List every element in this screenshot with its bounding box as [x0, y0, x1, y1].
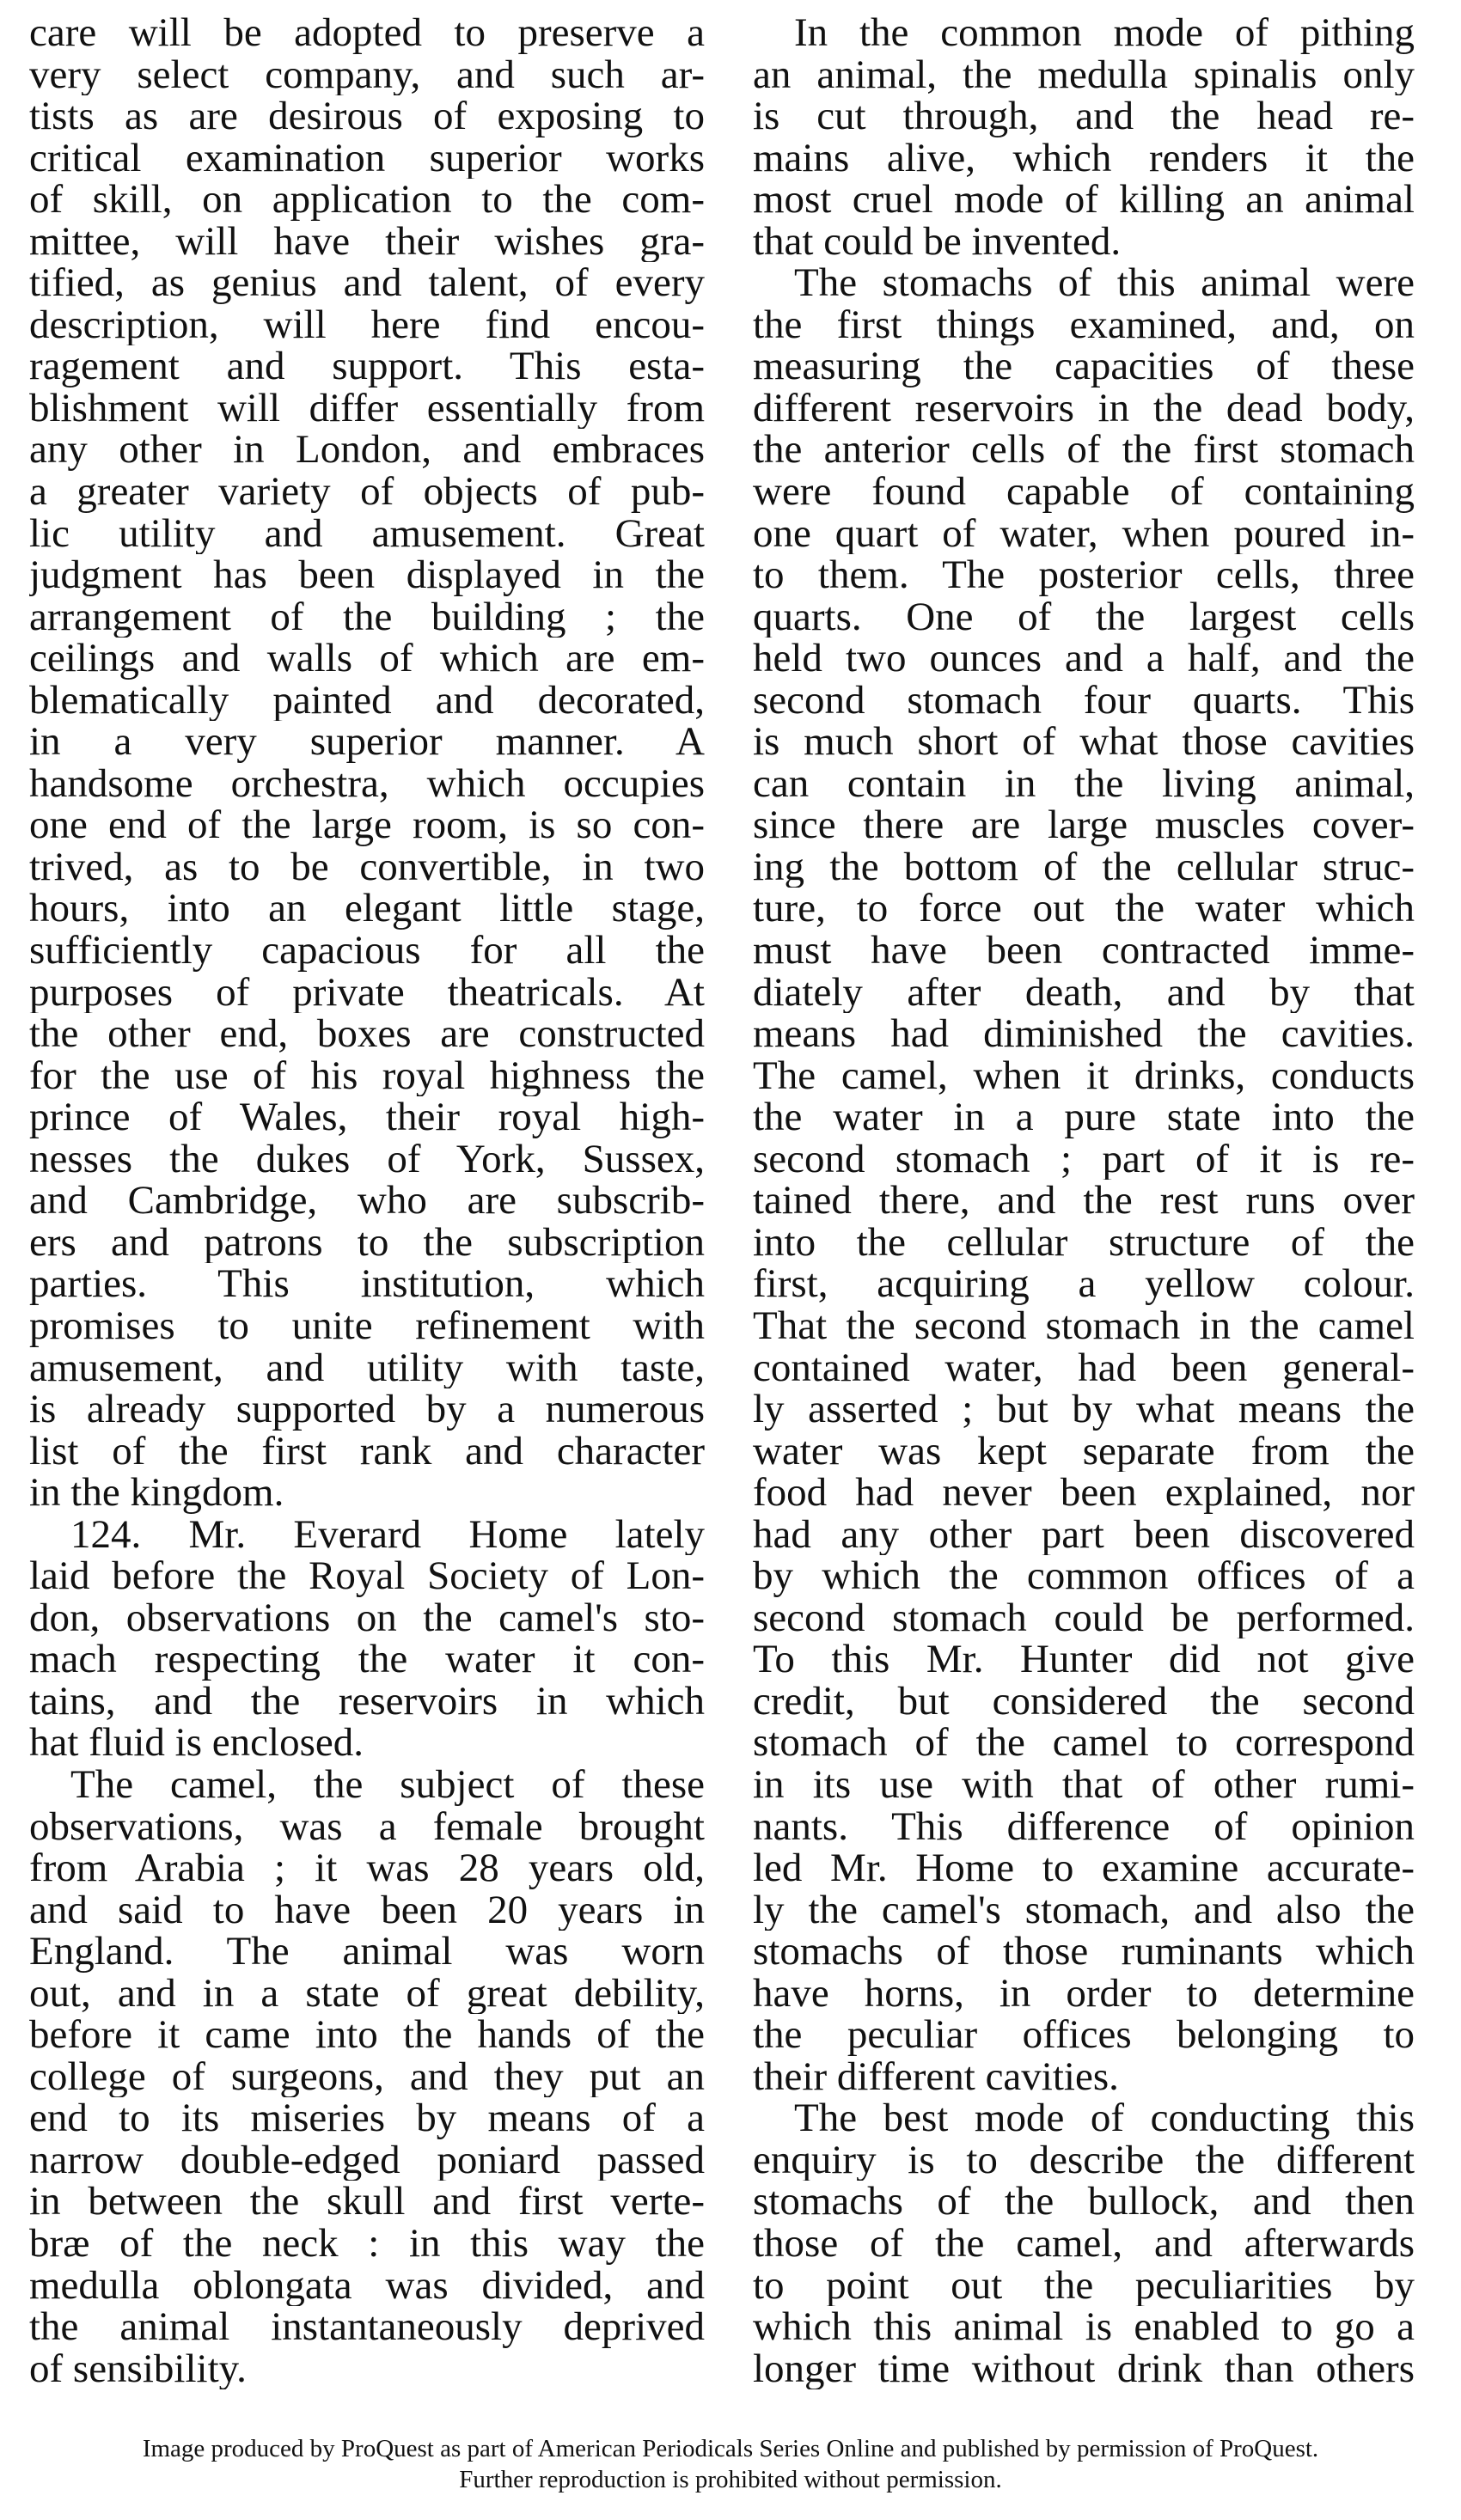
right-column-text-line: ture, to force out the water which [753, 888, 1415, 931]
right-column-text-line: stomachs of those ruminants which [753, 1931, 1415, 1973]
left-column-text-line: tified, as genius and talent, of every [29, 262, 705, 304]
right-column-text-line: can contain in the living animal, [753, 762, 1415, 805]
right-column-text-line: measuring the capacities of these [753, 345, 1415, 387]
left-column-text-line: any other in London, and embraces [29, 429, 705, 472]
right-column-text-line: their different cavities. [753, 2055, 1119, 2098]
left-column-text-line: blematically painted and decorated, [29, 679, 705, 722]
right-column-text-line: stomach of the camel to correspond [753, 1722, 1415, 1764]
right-column-text-line: That the second stomach in the camel [753, 1304, 1415, 1347]
left-column-text-line: parties. This institution, which [29, 1263, 705, 1305]
left-column-text-line: tists as are desirous of exposing to [29, 95, 705, 137]
right-column-text-line: nants. This difference of opinion [753, 1805, 1415, 1848]
left-column-text-line: handsome orchestra, which occupies [29, 762, 705, 805]
left-column-text-line: the animal instantaneously deprived [29, 2306, 705, 2348]
left-column-text-line: out, and in a state of great debility, [29, 1972, 705, 2015]
right-column-text-line: led Mr. Home to examine accurate- [753, 1847, 1415, 1889]
left-column-text-line: in a very superior manner. A [29, 721, 705, 763]
right-column-text-line: In the common mode of pithing [794, 12, 1415, 54]
left-column-text-line: and said to have been 20 years in [29, 1888, 705, 1931]
right-column-text-line: to them. The posterior cells, three [753, 554, 1415, 596]
right-column-text-line: enquiry is to describe the different [753, 2139, 1415, 2181]
left-column-text-line: ragement and support. This esta- [29, 345, 705, 387]
left-column-text-line: ceilings and walls of which are em- [29, 638, 705, 680]
right-column-text-line: The best mode of conducting this [794, 2097, 1415, 2139]
left-column-text-line: in the kingdom. [29, 1472, 284, 1514]
left-column-text-line: nesses the dukes of York, Sussex, [29, 1138, 705, 1181]
left-column-text-line: amusement, and utility with taste, [29, 1346, 705, 1389]
left-column-text-line: from Arabia ; it was 28 years old, [29, 1847, 705, 1889]
left-column-text-line: bræ of the neck : in this way the [29, 2222, 705, 2265]
right-column-text-line: credit, but considered the second [753, 1680, 1415, 1723]
right-column-text-line: by which the common offices of a [753, 1555, 1415, 1597]
left-column-text-line: 124. Mr. Everard Home lately [70, 1513, 705, 1556]
right-column-text-line: means had diminished the cavities. [753, 1013, 1415, 1055]
left-column-text-line: and Cambridge, who are subscrib- [29, 1180, 705, 1222]
footer-line-2: Further reproduction is prohibited without permission. [459, 2466, 1002, 2493]
right-column-text-line: tained there, and the rest runs over [753, 1180, 1415, 1222]
left-column [29, 12, 705, 2389]
right-column-text-line: since there are large muscles cover- [753, 804, 1415, 846]
left-column-text-line: observations, was a female brought [29, 1805, 705, 1848]
left-column-text-line: laid before the Royal Society of Lon- [29, 1555, 705, 1597]
right-column-text-line: into the cellular structure of the [753, 1221, 1415, 1264]
left-column-text-line: is already supported by a numerous [29, 1388, 705, 1431]
right-column-text-line: The camel, when it drinks, conducts [753, 1054, 1415, 1097]
left-column-text-line: in between the skull and first verte- [29, 2181, 705, 2223]
right-column-text-line: had any other part been discovered [753, 1513, 1415, 1556]
left-column-text-line: narrow double-edged poniard passed [29, 2139, 705, 2181]
right-column-text-line: most cruel mode of killing an animal [753, 179, 1415, 221]
right-column-text-line: second stomach ; part of it is re- [753, 1138, 1415, 1181]
left-column-text-line: very select company, and such ar- [29, 53, 705, 96]
right-column-text-line: have horns, in order to determine [753, 1972, 1415, 2015]
right-column-text-line: diately after death, and by that [753, 971, 1415, 1014]
left-column-text-line: hat fluid is enclosed. [29, 1722, 364, 1764]
left-column-text-line: England. The animal was worn [29, 1931, 705, 1973]
right-column-text-line: which this animal is enabled to go a [753, 2306, 1415, 2348]
right-column-text-line: one quart of water, when poured in- [753, 512, 1415, 555]
right-column-text-line: the anterior cells of the first stomach [753, 429, 1415, 472]
left-column-text-line: The camel, the subject of these [70, 1763, 705, 1806]
left-column-text-line: mach respecting the water it con- [29, 1638, 705, 1681]
right-column-text-line: is much short of what those cavities [753, 721, 1415, 763]
right-column-text-line: an animal, the medulla spinalis only [753, 53, 1415, 96]
right-column-text-line: the first things examined, and, on [753, 303, 1415, 346]
left-column-text-line: arrangement of the building ; the [29, 595, 705, 638]
right-column-text-line: must have been contracted imme- [753, 930, 1415, 972]
right-column-text-line: contained water, had been general- [753, 1346, 1415, 1389]
right-column-text-line: longer time without drink than others [753, 2347, 1415, 2390]
right-column-text-line: that could be invented. [753, 220, 1122, 263]
left-column-text-line: description, will here find encou- [29, 303, 705, 346]
left-column-text-line: of skill, on application to the com- [29, 179, 705, 221]
left-column-text-line: ers and patrons to the subscription [29, 1221, 705, 1264]
left-column-text-line: lic utility and amusement. Great [29, 512, 705, 555]
footer-line-1: Image produced by ProQuest as part of American Periodicals Series Online and published by permission of ProQuest. [142, 2435, 1319, 2462]
right-column-text-line: in its use with that of other rumi- [753, 1763, 1415, 1806]
right-column-text-line: ly the camel's stomach, and also the [753, 1888, 1415, 1931]
left-column-text-line: promises to unite refinement with [29, 1304, 705, 1347]
right-column-text-line: second stomach four quarts. This [753, 679, 1415, 722]
right-column-text-line: different reservoirs in the dead body, [753, 387, 1415, 430]
right-column-text-line: those of the camel, and afterwards [753, 2222, 1415, 2265]
left-column-text-line: prince of Wales, their royal high- [29, 1096, 705, 1138]
right-column-text-line: ly asserted ; but by what means the [753, 1388, 1415, 1431]
right-column-text-line: were found capable of containing [753, 471, 1415, 513]
left-column-text-line: one end of the large room, is so con- [29, 804, 705, 846]
left-column-text-line: for the use of his royal highness the [29, 1054, 705, 1097]
left-column-text-line: tains, and the reservoirs in which [29, 1680, 705, 1723]
right-column-text-line: stomachs of the bullock, and then [753, 2181, 1415, 2223]
right-column-text-line: quarts. One of the largest cells [753, 595, 1415, 638]
left-column-text-line: sufficiently capacious for all the [29, 930, 705, 972]
right-column-text-line: to point out the peculiarities by [753, 2264, 1415, 2307]
right-column-text-line: first, acquiring a yellow colour. [753, 1263, 1415, 1305]
left-column-text-line: blishment will differ essentially from [29, 387, 705, 430]
right-column-text-line: held two ounces and a half, and the [753, 638, 1415, 680]
left-column-text-line: purposes of private theatricals. At [29, 971, 705, 1014]
right-column-text-line: water was kept separate from the [753, 1430, 1415, 1473]
right-column-text-line: food had never been explained, nor [753, 1472, 1415, 1514]
left-column-text-line: a greater variety of objects of pub- [29, 471, 705, 513]
left-column-text-line: list of the first rank and character [29, 1430, 705, 1473]
left-column-text-line: trived, as to be convertible, in two [29, 845, 705, 888]
left-column-text-line: the other end, boxes are constructed [29, 1013, 705, 1055]
right-column-text-line: is cut through, and the head re- [753, 95, 1415, 137]
left-column-text-line: care will be adopted to preserve a [29, 12, 705, 54]
left-column-text-line: college of surgeons, and they put an [29, 2055, 705, 2098]
left-column-text-line: end to its miseries by means of a [29, 2097, 705, 2139]
copyright-footer [0, 2433, 1461, 2495]
left-column-text-line: of sensibility. [29, 2347, 247, 2390]
left-column-text-line: mittee, will have their wishes gra- [29, 220, 705, 263]
left-column-text-line: hours, into an elegant little stage, [29, 888, 705, 931]
right-column [753, 12, 1415, 2389]
right-column-text-line: second stomach could be performed. [753, 1596, 1415, 1639]
right-column-text-line: the peculiar offices belonging to [753, 2014, 1415, 2056]
left-column-text-line: don, observations on the camel's sto- [29, 1596, 705, 1639]
right-column-text-line: mains alive, which renders it the [753, 137, 1415, 180]
right-column-text-line: the water in a pure state into the [753, 1096, 1415, 1138]
left-column-text-line: before it came into the hands of the [29, 2014, 705, 2056]
left-column-text-line: critical examination superior works [29, 137, 705, 180]
right-column-text-line: The stomachs of this animal were [794, 262, 1415, 304]
right-column-text-line: ing the bottom of the cellular struc- [753, 845, 1415, 888]
left-column-text-line: judgment has been displayed in the [29, 554, 705, 596]
right-column-text-line: To this Mr. Hunter did not give [753, 1638, 1415, 1681]
left-column-text-line: medulla oblongata was divided, and [29, 2264, 705, 2307]
